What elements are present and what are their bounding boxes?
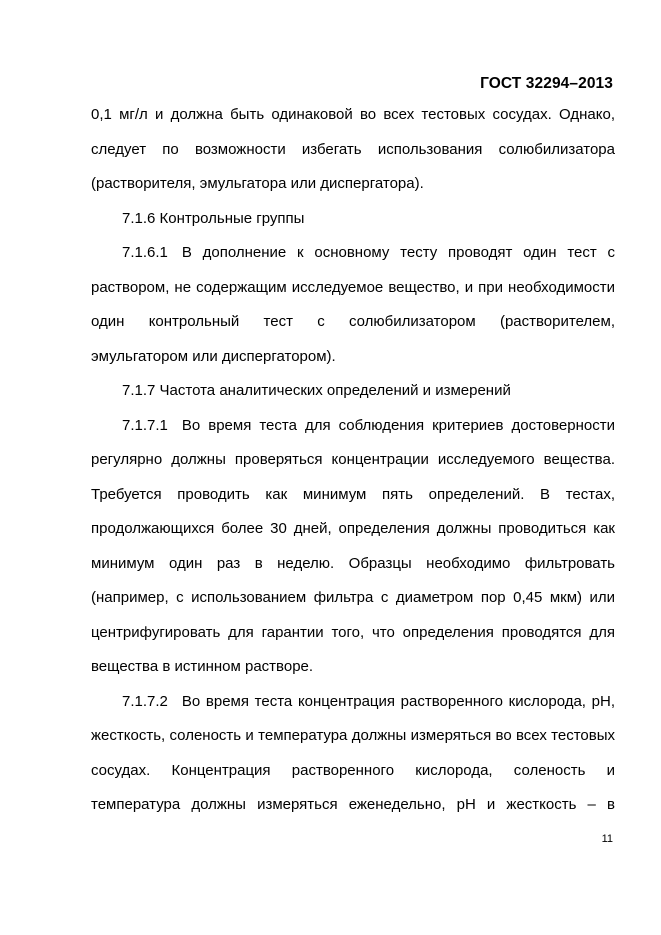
paragraph-text: В дополнение к основному тесту проводят один тест с раствором, не содержащим исследуемое вещество, и при необходимости один контрольный тест с солюбилизатором (растворителем, эмульгатором или диспергатором). — [91, 244, 615, 365]
section-heading-7-1-6 — [91, 202, 615, 237]
section-number: 7.1.7.1 — [122, 416, 168, 434]
paragraph-continuation: 0,1 мг/л и должна быть одинаковой во всех тестовых сосудах. Однако, следует по возможности избегать использования солюбилизатора (растворителя, эмульгатора или диспергатора). — [91, 106, 615, 192]
page-number: 11 — [601, 833, 613, 845]
document-header: ГОСТ 32294–2013 — [480, 75, 613, 92]
section-title: Контрольные группы — [159, 209, 305, 227]
section-heading-7-1-7 — [91, 374, 615, 409]
paragraph-text: Во время теста для соблюдения критериев достоверности регулярно должны проверяться концентрации исследуемого вещества. Требуется проводить как минимум пять определений. В тестах, продолжающихся более 30 дней, определения должны проводиться как минимум один раз в неделю. Образцы необходимо фильтровать (например, с использованием фильтра с диаметром пор 0,45 мкм) или центрифугировать для гарантии того, что определения проводятся для вещества в истинном растворе. — [91, 416, 615, 675]
paragraph-7-1-7-1 — [91, 409, 615, 685]
document-body — [91, 98, 615, 823]
section-number: 7.1.7 — [122, 382, 156, 399]
paragraph-text: Во время теста концентрация растворенного кислорода, pH, жесткость, соленость и температура должны измеряться во всех тестовых сосудах. Концентрация растворенного кислорода, соленость и температура должны измеряться еженедельно, pH и жесткость – в — [91, 692, 615, 813]
section-title: Частота аналитических определений и измерений — [159, 382, 511, 399]
section-number: 7.1.6.1 — [122, 244, 168, 261]
section-number: 7.1.6 — [122, 209, 156, 227]
section-number: 7.1.7.2 — [122, 692, 168, 710]
paragraph-7-1-7-2 — [91, 685, 615, 823]
paragraph-7-1-6-1 — [91, 236, 615, 374]
